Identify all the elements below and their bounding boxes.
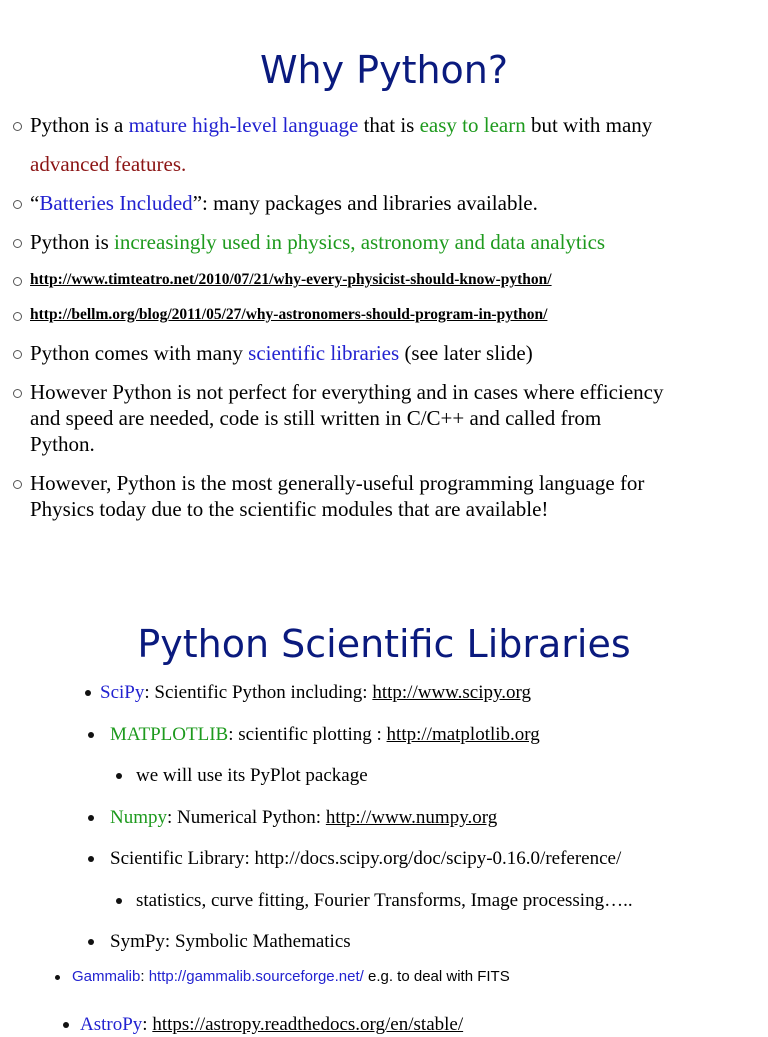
bullet-icon: [88, 815, 94, 821]
item-gammalib: [72, 968, 510, 985]
bullet-icon: [13, 122, 22, 131]
scipy-link[interactable]: http://www.scipy.org: [372, 682, 532, 703]
text: ”: many packages and libraries available.: [192, 191, 538, 215]
bullet-icon: [63, 1022, 69, 1028]
link-timteatro[interactable]: http://www.timteatro.net/2010/07/21/why-every-physicist-should-know-python/: [30, 271, 552, 288]
bullet-not-perfect-l3: Python.: [30, 432, 95, 456]
bullet-icon: [13, 480, 22, 489]
bullet-icon: [13, 389, 22, 398]
bullet-not-perfect-l1: However Python is not perfect for everything and in cases where efficiency: [30, 380, 664, 404]
matplotlib-name: MATPLOTLIB: [110, 724, 229, 745]
bullet-icon: [88, 856, 94, 862]
item-statistics: statistics, curve fitting, Fourier Transforms, Image processing…..: [136, 890, 633, 911]
text: “: [30, 191, 40, 215]
bullet-most-useful-l2: Physics today due to the scientific modules that are available!: [30, 497, 549, 521]
astropy-name: AstroPy: [80, 1014, 143, 1035]
item-sympy: SymPy: Symbolic Mathematics: [110, 931, 351, 952]
text: :: [140, 968, 149, 985]
highlight-mature: mature high-level language: [128, 113, 359, 137]
highlight-libraries: scientific libraries: [248, 341, 400, 365]
bullet-icon: [116, 773, 122, 779]
bullet-icon: [88, 939, 94, 945]
text: :: [142, 1014, 153, 1035]
link-bellm[interactable]: http://bellm.org/blog/2011/05/27/why-astronomers-should-program-in-python/: [30, 306, 548, 323]
text: .: [181, 152, 187, 176]
astropy-link[interactable]: https://astropy.readthedocs.org/en/stable/: [152, 1014, 464, 1035]
item-astropy: [80, 1013, 463, 1037]
item-scientific-library: Scientific Library: http://docs.scipy.org/doc/scipy-0.16.0/reference/: [110, 848, 622, 869]
bullet-mature-language: [30, 112, 652, 138]
scipy-name: SciPy: [100, 682, 145, 703]
text: Python is a: [30, 113, 129, 137]
bullet-icon: [13, 239, 22, 248]
bullet-icon: [85, 690, 91, 696]
text: Python comes with many: [30, 341, 249, 365]
bullet-icon: [13, 312, 22, 321]
bullet-icon: [116, 898, 122, 904]
item-matplotlib: [110, 723, 540, 747]
highlight-advanced: advanced features: [30, 152, 181, 176]
bullet-physics-usage: [30, 229, 605, 255]
bullet-icon: [55, 975, 60, 980]
bullet-icon: [13, 350, 22, 359]
item-pyplot: we will use its PyPlot package: [136, 765, 368, 786]
text: that is: [358, 113, 420, 137]
text: : Numerical Python:: [167, 807, 326, 828]
numpy-link[interactable]: http://www.numpy.org: [325, 807, 498, 828]
bullet-mature-language-cont: [30, 151, 186, 177]
highlight-batteries: Batteries Included: [39, 191, 193, 215]
numpy-name: Numpy: [110, 807, 167, 828]
bullet-scientific-libraries: [30, 340, 533, 366]
gammalib-link[interactable]: http://gammalib.sourceforge.net/: [148, 968, 364, 985]
bullet-icon: [88, 732, 94, 738]
bullet-most-useful-l1: However, Python is the most generally-useful programming language for: [30, 471, 645, 495]
slide2-title: Python Scientific Libraries: [137, 622, 631, 666]
bullet-icon: [13, 277, 22, 286]
slide1-title: Why Python?: [259, 48, 509, 92]
bullet-icon: [13, 200, 22, 209]
text: (see later slide): [399, 341, 533, 365]
text: : Scientific Python including:: [144, 682, 373, 703]
highlight-physics: increasingly used in physics, astronomy and data analytics: [114, 230, 606, 254]
item-numpy: [110, 806, 497, 830]
gammalib-name: Gammalib: [72, 968, 141, 985]
matplotlib-link[interactable]: http://matplotlib.org: [386, 724, 540, 745]
text: : scientific plotting :: [228, 724, 387, 745]
text: Python is: [30, 230, 115, 254]
text: e.g. to deal with FITS: [363, 968, 510, 985]
highlight-easy: easy to learn: [419, 113, 526, 137]
item-scipy: [100, 681, 531, 705]
text: but with many: [525, 113, 653, 137]
bullet-batteries: [30, 190, 538, 216]
bullet-not-perfect-l2: and speed are needed, code is still written in C/C++ and called from: [30, 406, 602, 430]
